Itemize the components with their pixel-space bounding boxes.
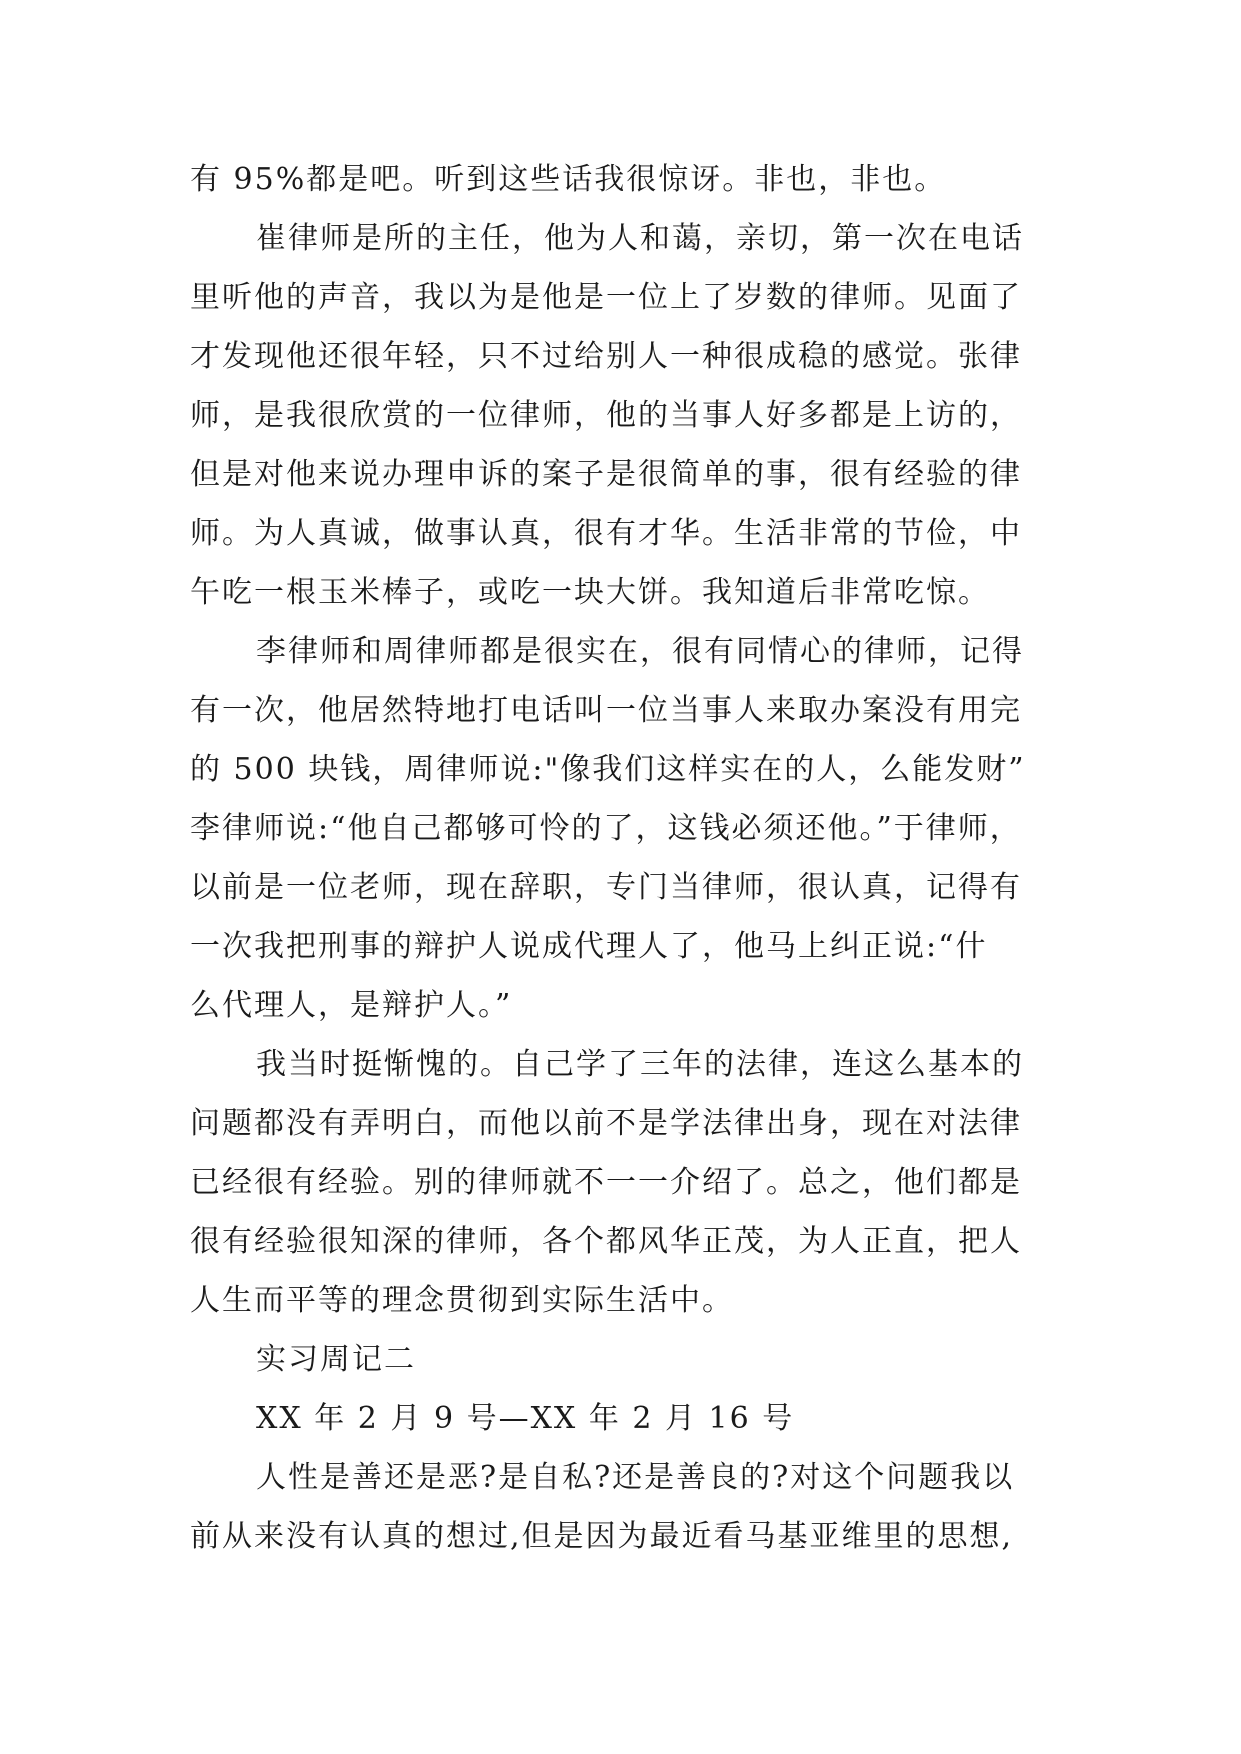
section-heading: 实习周记二 [256,1342,416,1377]
text-line-19: 很有经验很知深的律师，各个都风华正茂，为人正直，把人 [190,1224,1022,1259]
text-line-15: 么代理人，是辩护人。” [190,988,513,1023]
text-line-20: 人生而平等的理念贯彻到实际生活中。 [190,1283,734,1318]
text-line-10: 有一次，他居然特地打电话叫一位当事人来取办案没有用完 [190,693,1022,728]
text-line-3: 里听他的声音，我以为是他是一位上了岁数的律师。见面了 [190,280,1022,315]
paragraph-2-line-1: 崔律师是所的主任，他为人和蔼，亲切，第一次在电话 [256,221,1024,256]
text-line-12: 李律师说:“他自己都够可怜的了，这钱必须还他。”于律师， [190,811,1022,846]
text-line-18: 已经很有经验。别的律师就不一一介绍了。总之，他们都是 [190,1165,1022,1200]
paragraph-5-line-1: 人性是善还是恶?是自私?还是善良的?对这个问题我以 [256,1460,1015,1495]
text-line-13: 以前是一位老师，现在辞职，专门当律师，很认真，记得有 [190,870,1022,905]
text-line-8: 午吃一根玉米棒子，或吃一块大饼。我知道后非常吃惊。 [190,575,990,610]
text-line-5: 师，是我很欣赏的一位律师，他的当事人好多都是上访的， [190,398,1022,433]
text-line-6: 但是对他来说办理申诉的案子是很简单的事，很有经验的律 [190,457,1022,492]
paragraph-4-line-1: 我当时挺惭愧的。自己学了三年的法律，连这么基本的 [256,1047,1024,1082]
text-line-4: 才发现他还很年轻，只不过给别人一种很成稳的感觉。张律 [190,339,1022,374]
text-line-7: 师。为人真诚，做事认真，很有才华。生活非常的节俭，中 [190,516,1022,551]
text-line-11: 的 500 块钱，周律师说:"像我们这样实在的人，么能发财” [190,752,1026,787]
text-line-24: 前从来没有认真的想过,但是因为最近看马基亚维里的思想, [190,1519,1014,1554]
text-line-14: 一次我把刑事的辩护人说成代理人了，他马上纠正说:“什 [190,929,988,964]
paragraph-3-line-1: 李律师和周律师都是很实在，很有同情心的律师，记得 [256,634,1024,669]
text-line-1: 有 95%都是吧。听到这些话我很惊讶。非也，非也。 [190,162,947,197]
text-line-17: 问题都没有弄明白，而他以前不是学法律出身，现在对法律 [190,1106,1022,1141]
date-range-line: XX 年 2 月 9 号—XX 年 2 月 16 号 [256,1401,795,1436]
